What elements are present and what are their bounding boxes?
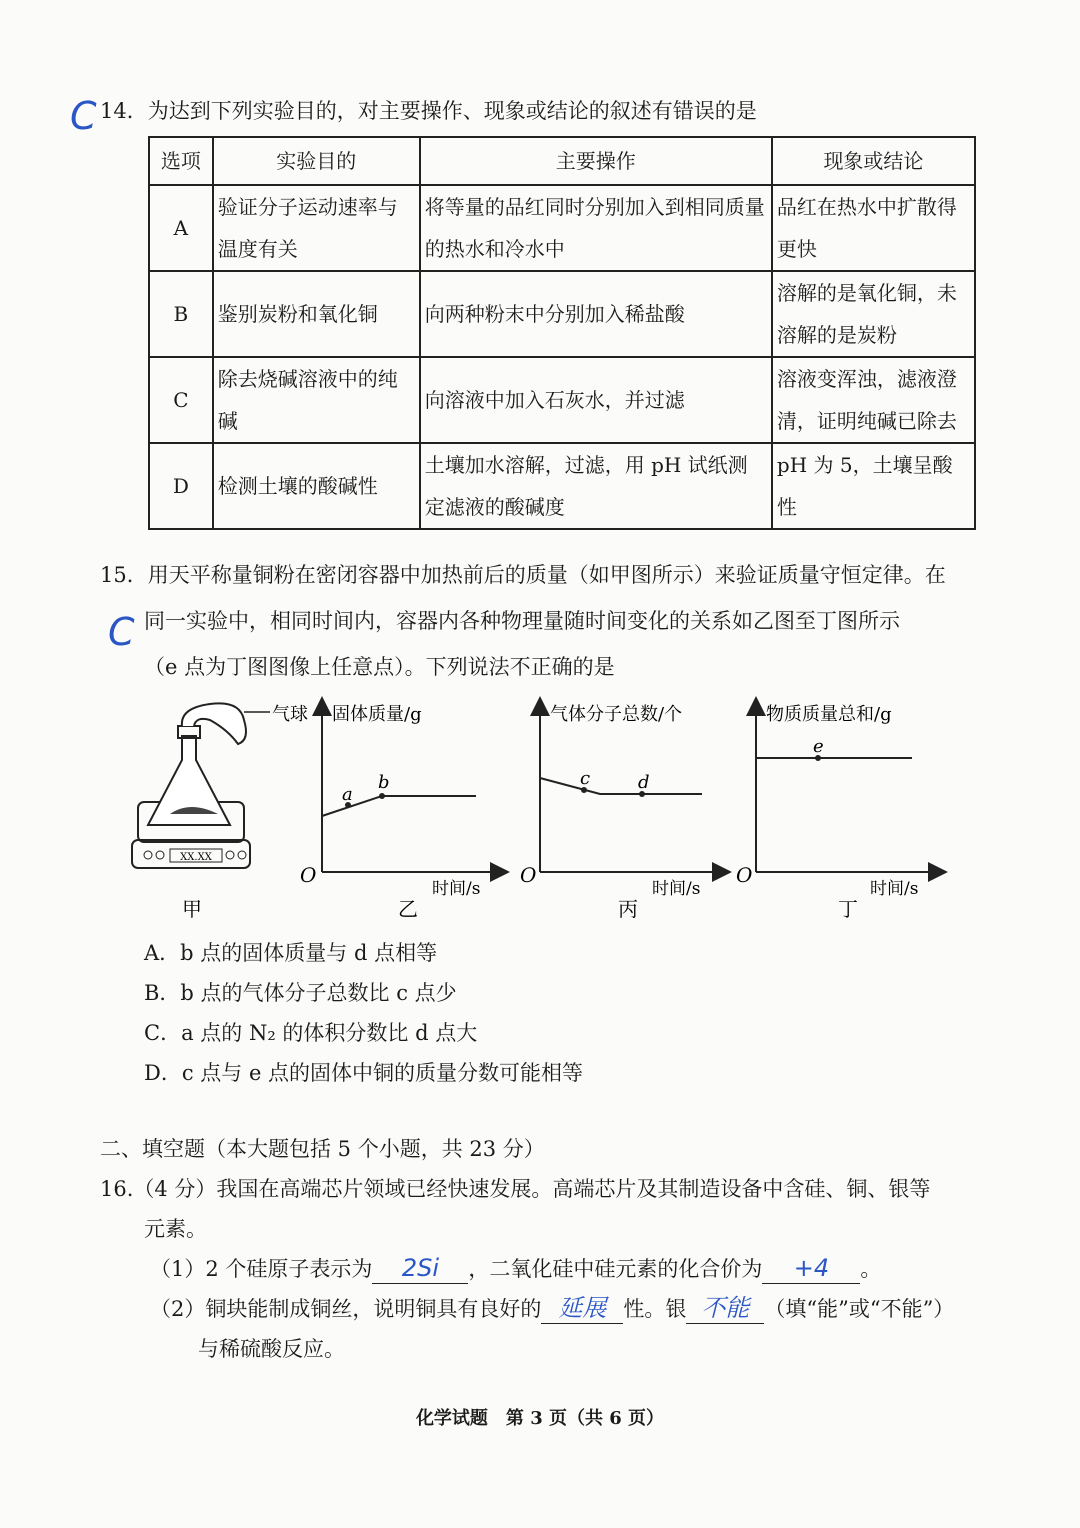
question-16-stem-line1: 16.（4 分）我国在高端芯片领域已经快速发展。高端芯片及其制造设备中含硅、铜、银等 xyxy=(100,1177,931,1201)
question-16-stem-line2: 元素。 xyxy=(144,1217,207,1241)
header-purpose: 实验目的 xyxy=(213,137,420,185)
answer-mark-15: C xyxy=(108,610,135,654)
answer-blank-1[interactable] xyxy=(372,1254,468,1284)
caption-yi: 乙 xyxy=(398,897,418,921)
row-purpose: 鉴别炭粉和氧化铜 xyxy=(213,271,420,357)
part1-text-c: 。 xyxy=(860,1257,882,1281)
caption-jia: 甲 xyxy=(182,897,202,921)
origin-yi: O xyxy=(300,863,317,887)
question-16-part2-line2: 与稀硫酸反应。 xyxy=(198,1337,345,1361)
header-result: 现象或结论 xyxy=(772,137,975,185)
option-a: A．b 点的固体质量与 d 点相等 xyxy=(144,941,438,965)
part1-text-b: ，二氧化硅中硅元素的化合价为 xyxy=(468,1257,763,1281)
section-2-heading: 二、填空题（本大题包括 5 个小题，共 23 分） xyxy=(100,1137,545,1161)
answer-2: +4 xyxy=(793,1254,830,1282)
table-row xyxy=(149,271,975,357)
figure-bing xyxy=(520,704,724,921)
experiment-table xyxy=(148,136,976,530)
xlabel-ding: 时间/s xyxy=(870,879,919,899)
row-option: C xyxy=(149,357,213,443)
answer-1: 2Si xyxy=(401,1254,439,1282)
row-option: D xyxy=(149,443,213,529)
figure-panel xyxy=(110,690,990,930)
part2-text-b: 性。银 xyxy=(623,1297,687,1321)
part2-text-c: （填“能”或“不能”） xyxy=(764,1297,955,1321)
row-purpose: 检测土壤的酸碱性 xyxy=(213,443,420,529)
part2-text-a: （2）铜块能制成铜丝，说明铜具有良好的 xyxy=(150,1297,542,1321)
table-row xyxy=(149,357,975,443)
scale-display: XX.XX xyxy=(180,852,212,863)
origin-bing: O xyxy=(520,863,537,887)
answer-mark-14: C xyxy=(70,94,97,138)
ylabel-bing: 气体分子总数/个 xyxy=(550,704,683,725)
answer-4: 不能 xyxy=(701,1294,750,1322)
table-row xyxy=(149,443,975,529)
row-result: 品红在热水中扩散得更快 xyxy=(772,185,975,271)
option-c: C．a 点的 N₂ 的体积分数比 d 点大 xyxy=(144,1021,478,1045)
question-15-stem-line2: 同一实验中，相同时间内，容器内各种物理量随时间变化的关系如乙图至丁图所示 xyxy=(144,609,900,633)
point-d-label: d xyxy=(638,772,650,793)
answer-blank-2[interactable] xyxy=(762,1254,860,1284)
ylabel-ding: 物质质量总和/g xyxy=(766,704,892,725)
option-b: B．b 点的气体分子总数比 c 点少 xyxy=(144,981,457,1005)
table-header-row xyxy=(149,137,975,185)
row-purpose: 验证分子运动速率与温度有关 xyxy=(213,185,420,271)
question-14-stem: 14．为达到下列实验目的，对主要操作、现象或结论的叙述有错误的是 xyxy=(100,99,757,123)
row-operation: 土壤加水溶解，过滤，用 pH 试纸测定滤液的酸碱度 xyxy=(420,443,772,529)
xlabel-bing: 时间/s xyxy=(652,879,701,899)
figure-yi xyxy=(300,704,502,921)
row-operation: 向溶液中加入石灰水，并过滤 xyxy=(420,357,772,443)
row-purpose: 除去烧碱溶液中的纯碱 xyxy=(213,357,420,443)
ylabel-yi: 固体质量/g xyxy=(332,704,422,725)
question-15-stem-line3: （e 点为丁图图像上任意点）。下列说法不正确的是 xyxy=(144,655,615,679)
answer-blank-3[interactable] xyxy=(541,1294,623,1324)
figure-ding xyxy=(736,704,940,921)
balloon-label: 气球 xyxy=(272,704,308,725)
row-option: A xyxy=(149,185,213,271)
row-operation: 向两种粉末中分别加入稀盐酸 xyxy=(420,271,772,357)
question-15-stem-line1: 15．用天平称量铜粉在密闭容器中加热前后的质量（如甲图所示）来验证质量守恒定律。在 xyxy=(100,563,946,587)
point-a-label: a xyxy=(342,784,353,805)
header-option: 选项 xyxy=(149,137,213,185)
caption-ding: 丁 xyxy=(838,897,858,921)
origin-ding: O xyxy=(736,863,753,887)
question-16-part2 xyxy=(150,1294,954,1324)
row-result: pH 为 5，土壤呈酸性 xyxy=(772,443,975,529)
header-operation: 主要操作 xyxy=(420,137,772,185)
part1-text-a: （1）2 个硅原子表示为 xyxy=(150,1257,373,1281)
row-operation: 将等量的品红同时分别加入到相同质量的热水和冷水中 xyxy=(420,185,772,271)
caption-bing: 丙 xyxy=(618,897,638,921)
point-b-label: b xyxy=(378,772,390,793)
answer-3: 延展 xyxy=(558,1294,607,1322)
table-row xyxy=(149,185,975,271)
figure-jia xyxy=(132,703,308,921)
row-option: B xyxy=(149,271,213,357)
xlabel-yi: 时间/s xyxy=(432,879,481,899)
option-d: D．c 点与 e 点的固体中铜的质量分数可能相等 xyxy=(144,1061,584,1085)
point-c-label: c xyxy=(580,768,591,789)
page-footer: 化学试题 第 3 页（共 6 页） xyxy=(415,1408,665,1429)
row-result: 溶解的是氧化铜，未溶解的是炭粉 xyxy=(772,271,975,357)
point-e-label: e xyxy=(813,736,824,757)
answer-blank-4[interactable] xyxy=(686,1294,764,1324)
row-result: 溶液变浑浊，滤液澄清，证明纯碱已除去 xyxy=(772,357,975,443)
question-16-part1 xyxy=(150,1254,881,1284)
